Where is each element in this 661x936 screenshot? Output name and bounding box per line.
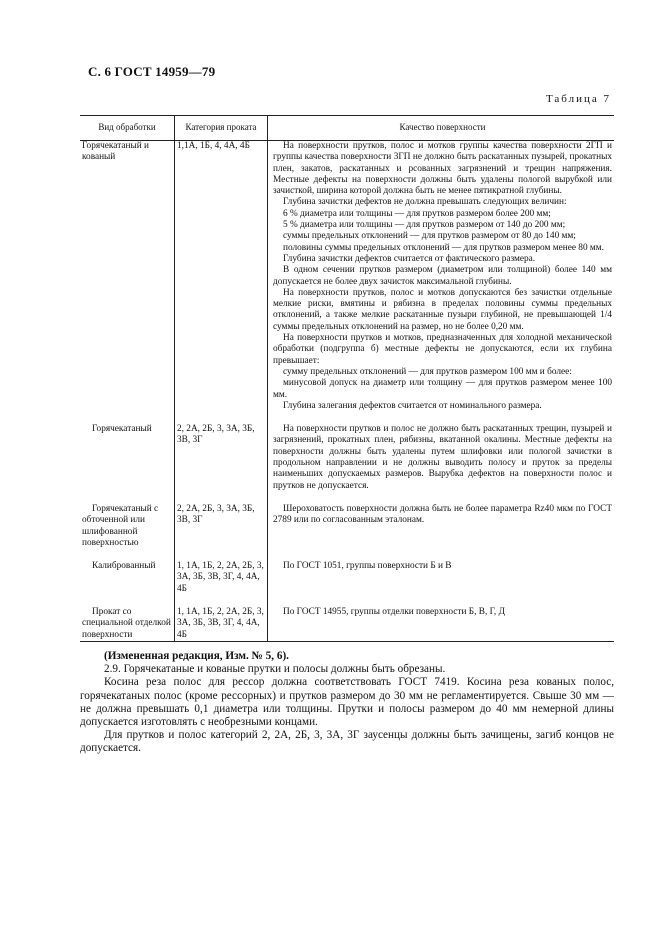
processing-cell: Калиброванный: [92, 561, 156, 572]
category-cell: 1, 1А, 1Б, 2, 2А, 2Б, 3, 3А, 3Б, 3В, 3Г, 4, 4А, 4Б: [175, 607, 268, 641]
quality-paragraph: Шероховатость поверхности должна быть не более параметра Rz40 мкм по ГОСТ 2789 или по согласованным эталонам.: [273, 503, 612, 526]
quality-paragraph: 6 % диаметра или толщины — для прутков размером более 200 мм;: [283, 208, 551, 219]
quality-paragraph: На поверхности прутков и мотков, предназначенных для холодной механической обработки (подгруппа б) местные дефекты не допускаются, если их глубина превышает:: [273, 333, 612, 366]
processing-cell: Горячекатаный: [92, 424, 152, 435]
processing-cell: Прокат со специальной отделкой поверхности: [80, 607, 175, 641]
quality-paragraph: суммы предельных отклонений — для прутков размером от 80 до 140 мм;: [283, 231, 576, 242]
quality-cell: [268, 424, 615, 492]
quality-paragraph: В одном сечении прутков размером (диаметром или толщиной) более 140 мм допускается не более двух зачисток максимальной глубины.: [273, 265, 612, 287]
table-row: [80, 561, 614, 595]
quality-paragraph: На поверхности прутков, полос и мотков группы качества поверхности 2ГП и группы качества поверхности 3ГП не должно быть раскатанных пузырей, прокатных плен, закатов, раскатанных и рсованных загрязнений и трещин напряжения. Местные дефекты на поверхности должны быть удалены пологой вырубкой или зачисткой, ширина которой должна быть не менее пятикратной глубины.: [273, 141, 612, 197]
quality-cell: [268, 504, 615, 549]
burr-paragraph: Для прутков и полос категорий 2, 2А, 2Б, 3, 3А, 3Г заусенцы должны быть зачищены, загиб концов не допускается.: [80, 729, 614, 755]
quality-paragraph: Глубина зачистки дефектов считается от фактического размера.: [283, 253, 536, 264]
quality-paragraph: По ГОСТ 1051, группы поверхности Б и В: [283, 561, 452, 572]
page-title: С. 6 ГОСТ 14959—79: [88, 64, 216, 79]
quality-paragraph: На поверхности прутков, полос и мотков допускаются без зачистки отдельные мелкие риски, вмятины и рябизна в пределах половины суммы предельных отклонений, а также мелкие раскатанные пузыри глубиной, не превышающей 1/4 суммы предельных отклонений на размер, но не более 0,20 мм.: [273, 287, 612, 332]
quality-paragraph: 5 % диаметра или толщины — для прутков размером от 140 до 200 мм;: [283, 220, 566, 231]
table-row: [80, 141, 614, 413]
column-header-processing: Вид обработки: [80, 116, 175, 141]
processing-cell: Горячекатаный и кованый: [82, 141, 149, 163]
category-cell: 1,1А, 1Б, 4, 4А, 4Б: [175, 141, 268, 413]
quality-paragraph: Глубина залегания дефектов считается от номинального размера.: [283, 400, 542, 411]
quality-paragraph: сумму предельных отклонений — для прутков размером 100 мм и более:: [283, 366, 572, 377]
cut-skew-paragraph: Косина реза полос для рессор должна соответствовать ГОСТ 7419. Косина реза кованых полос, горячекатаных полос (кроме рессорных) и прутков размером до 30 мм не регламентируется. Свыше 30 мм — не должна превышать 0,1 диаметра или толщины. Прутки и полосы размером до 40 мм немерной длины допускается изготовлять с необрезными концами.: [80, 676, 614, 729]
table-row: [80, 607, 614, 641]
table-row: [80, 424, 614, 492]
revision-note: (Измененная редакция, Изм. № 5, 6).: [104, 650, 289, 662]
quality-paragraph: По ГОСТ 14955, группы отделки поверхности Б, В, Г, Д: [283, 606, 505, 617]
category-cell: 1, 1А, 1Б, 2, 2А, 2Б, 3, 3А, 3Б, 3В, 3Г, 4, 4А, 4Б: [175, 561, 268, 595]
surface-quality-table: [80, 115, 614, 642]
quality-cell: [268, 141, 615, 413]
table-caption: Таблица 7: [545, 93, 611, 105]
quality-cell: [268, 561, 615, 595]
quality-paragraph: минусовой допуск на диаметр или толщину — для прутков размером менее 100 мм.: [273, 378, 612, 400]
table-row: [80, 504, 614, 549]
quality-cell: [268, 607, 615, 641]
body-text: [80, 650, 614, 756]
quality-paragraph: половины суммы предельных отклонений — для прутков размером менее 80 мм.: [283, 242, 605, 253]
category-cell: 2, 2А, 2Б, 3, 3А, 3Б, 3В, 3Г: [175, 504, 268, 549]
quality-paragraph: Глубина зачистки дефектов не должна превышать следующих величин:: [283, 197, 567, 208]
column-header-quality: Качество поверхности: [268, 116, 615, 141]
column-header-category: Категория проката: [175, 116, 268, 141]
quality-paragraph: На поверхности прутков и полос не должно быть раскатанных трещин, пузырей и загрязнений, прокатных плен, рябизны, вкатанной окалины. Местные дефекты на поверхности должны быть удалены путем шлифовки или пологой зачистки в продольном направлении и не должны выводить полосу и пруток за пределы наименьших допускаемых размеров. Вырубка дефектов на поверхности полос и прутков не допускается.: [273, 424, 612, 491]
table-header-row: [80, 116, 614, 141]
processing-cell: Горячекатаный с обточенной или шлифованной поверхностью: [82, 503, 159, 548]
section-2-9: 2.9. Горячекатаные и кованые прутки и полосы должны быть обрезаны.: [104, 663, 446, 676]
category-cell: 2, 2А, 2Б, 3, 3А, 3Б, 3В, 3Г: [175, 424, 268, 492]
